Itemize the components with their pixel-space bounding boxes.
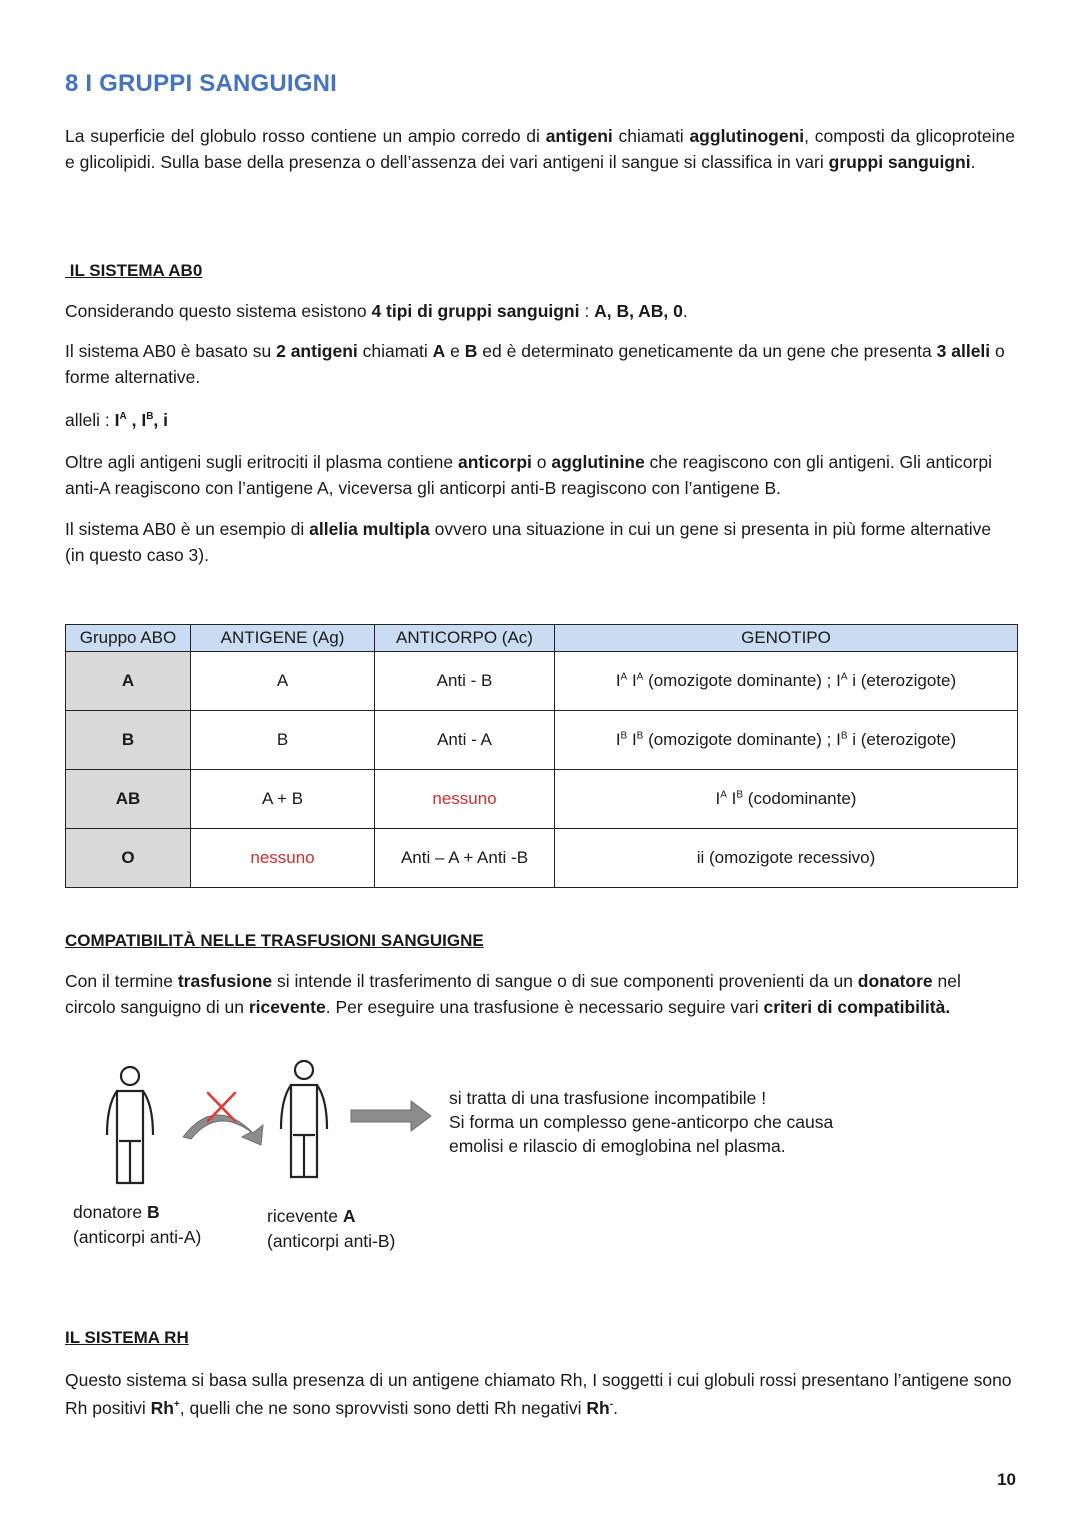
group-cell: B xyxy=(66,711,191,770)
table-header: Gruppo ABO xyxy=(66,625,191,652)
antigen-cell: nessuno xyxy=(191,829,375,888)
abo-paragraph-4: Il sistema AB0 è un esempio di allelia multipla ovvero una situazione in cui un gene si presenta in più forme alternative (in questo caso 3). xyxy=(65,519,992,565)
antibody-cell: Anti – A + Anti -B xyxy=(375,829,555,888)
antibody-cell: nessuno xyxy=(375,770,555,829)
table-header-row xyxy=(66,625,1018,652)
table-row xyxy=(66,711,1018,770)
group-cell: AB xyxy=(66,770,191,829)
table-header: ANTICORPO (Ac) xyxy=(375,625,555,652)
transfusion-diagram xyxy=(95,1055,445,1195)
alleles-line: alleli : $I^A$ , $I^B$, i xyxy=(65,410,169,430)
compat-paragraph: Con il termine trasfusione si intende il trasferimento di sangue o di sue componenti provenienti da un donatore nel circolo sanguigno di un ricevente. Per eseguire una trasfusione è necessario seguire vari criteri di compatibilità. xyxy=(65,971,961,1017)
antigen-cell: A + B xyxy=(191,770,375,829)
table-row xyxy=(66,652,1018,711)
antigen-cell: A xyxy=(191,652,375,711)
intro-paragraph: La superficie del globulo rosso contiene un ampio corredo di antigeni chiamati agglutinogeni, composti da glicoproteine e glicolipidi. Sulla base della presenza o dell’assenza dei vari antigeni il sangue si classifica in vari gruppi sanguigni. xyxy=(65,126,1016,172)
genotype-cell: $I^A$ $I^A$ (omozigote dominante) ; $I^A$ i (eterozigote) xyxy=(555,652,1018,711)
table-header: ANTIGENE (Ag) xyxy=(191,625,375,652)
rh-paragraph: Questo sistema si basa sulla presenza di un antigene chiamato Rh, I soggetti i cui globuli rossi presentano l’antigene sono Rh positivi Rh+, quelli che ne sono sprovvisti sono detti Rh negativi Rh-. xyxy=(65,1370,1012,1418)
recipient-person-icon xyxy=(281,1061,327,1177)
antibody-cell: Anti - A xyxy=(375,711,555,770)
donor-caption: donatore B (anticorpi anti-A) xyxy=(73,1202,202,1247)
table-row xyxy=(66,770,1018,829)
table-row xyxy=(66,829,1018,888)
genotype-cell: $I^B$ $I^B$ (omozigote dominante) ; $I^B$ i (eterozigote) xyxy=(555,711,1018,770)
transfer-arrow-icon xyxy=(183,1115,263,1145)
abo-paragraph-2: Il sistema AB0 è basato su 2 antigeni chiamati A e B ed è determinato geneticamente da un gene che presenta 3 alleli o forme alternative. xyxy=(65,341,1005,387)
recipient-caption: ricevente A (anticorpi anti-B) xyxy=(267,1206,396,1251)
abo-paragraph-3: Oltre agli antigeni sugli eritrociti il plasma contiene anticorpi o agglutinine che reagiscono con gli antigeni. Gli anticorpi anti-A reagiscono con l’antigene A, viceversa gli anticorpi anti-B reagiscono con l’antigene B. xyxy=(65,452,992,498)
result-arrow-icon xyxy=(351,1101,431,1131)
page-number: 10 xyxy=(997,1470,1016,1489)
compat-heading: COMPATIBILITÀ NELLE TRASFUSIONI SANGUIGNE xyxy=(65,931,484,950)
abo-heading: IL SISTEMA AB0 xyxy=(65,261,203,280)
genotype-cell: ii (omozigote recessivo) xyxy=(555,829,1018,888)
group-cell: A xyxy=(66,652,191,711)
rh-heading: IL SISTEMA RH xyxy=(65,1328,189,1347)
abo-table xyxy=(65,624,1018,888)
group-cell: O xyxy=(66,829,191,888)
genotype-cell: $I^A$ $I^B$ (codominante) xyxy=(555,770,1018,829)
section-title: 8 I GRUPPI SANGUIGNI xyxy=(65,70,338,97)
table-header: GENOTIPO xyxy=(555,625,1018,652)
donor-person-icon xyxy=(107,1067,153,1183)
antigen-cell: B xyxy=(191,711,375,770)
incompatibility-note: si tratta di una trasfusione incompatibile ! Si forma un complesso gene-anticorpo che causa emolisi e rilascio di emoglobina nel plasma. xyxy=(449,1088,834,1156)
abo-paragraph-1: Considerando questo sistema esistono 4 tipi di gruppi sanguigni : A, B, AB, 0. xyxy=(65,301,688,321)
antibody-cell: Anti - B xyxy=(375,652,555,711)
